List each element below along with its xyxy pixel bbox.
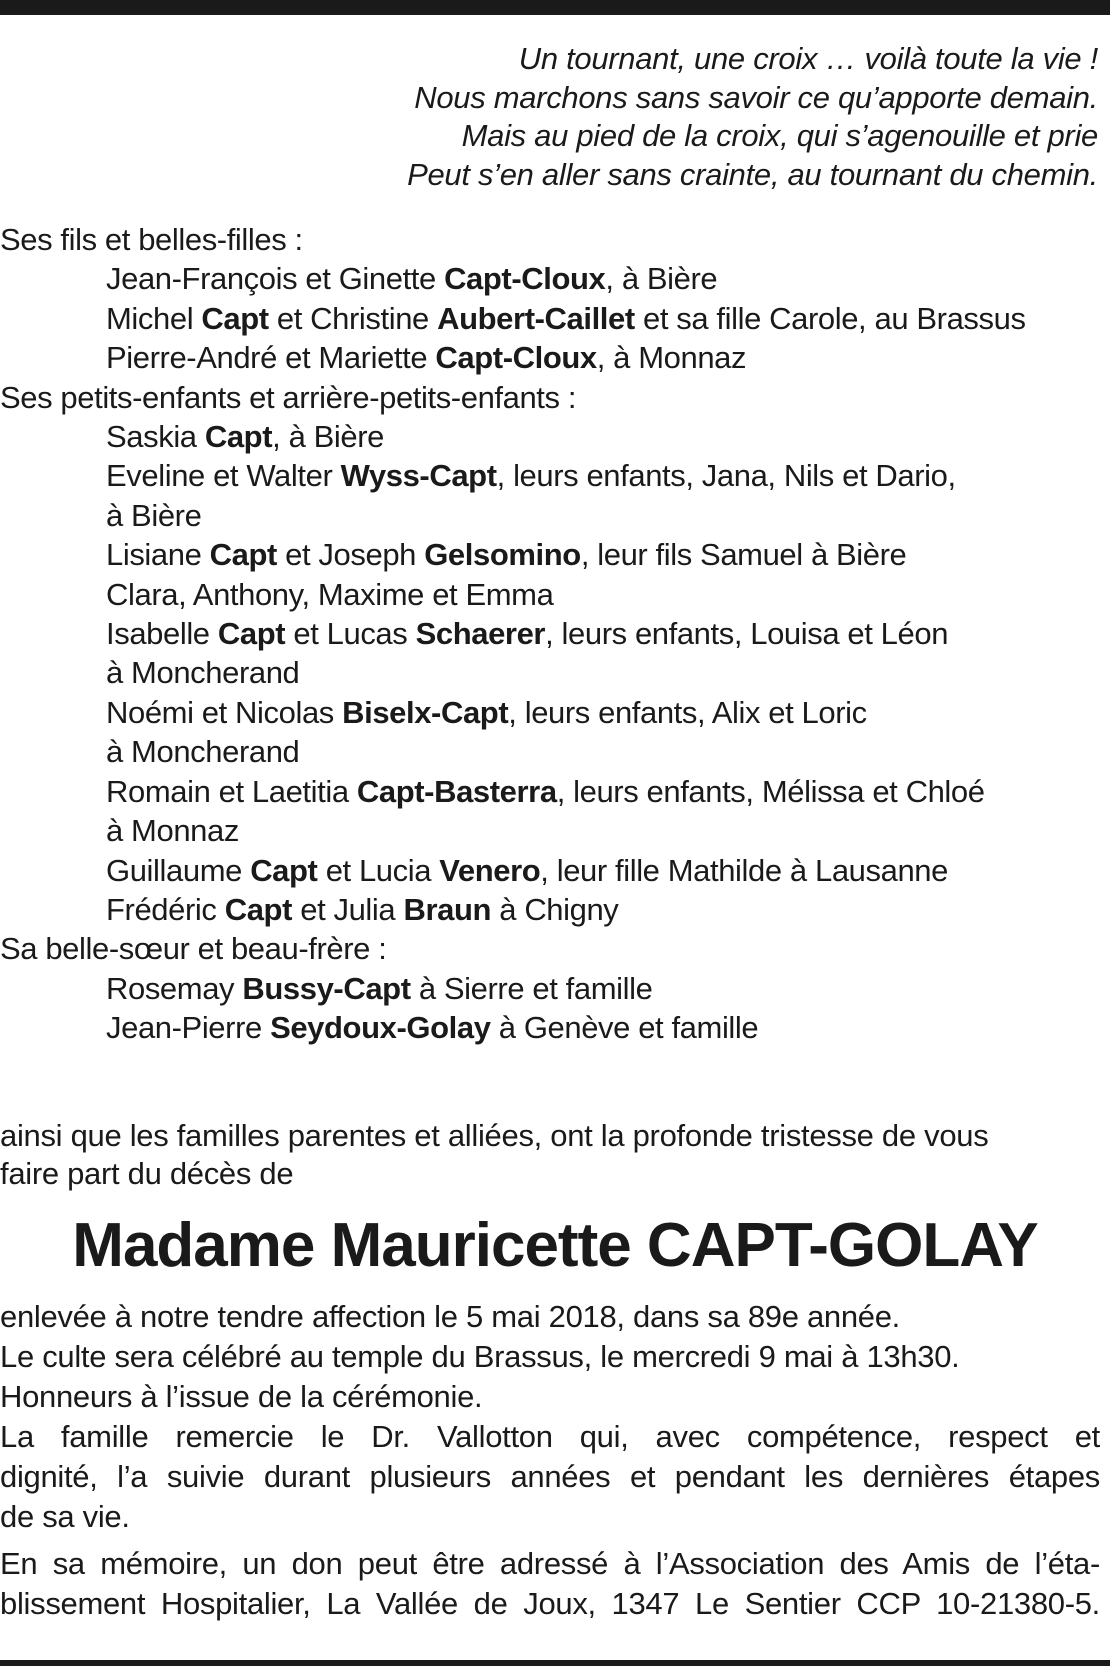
thanks-line: dignité, l’a suivie durant plusieurs années et pendant les dernières étapes (0, 1459, 1100, 1494)
details-line: Honneurs à l’issue de la cérémonie. (0, 1379, 483, 1414)
family-entry: Jean-Pierre Seydoux-Golay à Genève et famille (106, 1010, 759, 1046)
deceased-name: Madame Mauricette CAPT-GOLAY (72, 1211, 1038, 1280)
family-entry: Michel Capt et Christine Aubert-Caillet et sa fille Carole, au Brassus (106, 300, 1026, 336)
family-entry: Frédéric Capt et Julia Braun à Chigny (106, 891, 619, 927)
family-entry: Isabelle Capt et Lucas Schaerer, leurs enfants, Louisa et Léon (106, 616, 949, 652)
poem (407, 40, 1098, 194)
top-border-bar (0, 0, 1110, 15)
poem-line: Un tournant, une croix … voilà toute la vie ! (518, 41, 1098, 76)
family-entry: Pierre-André et Mariette Capt-Cloux, à Monnaz (106, 340, 747, 376)
family-entry: Eveline et Walter Wyss-Capt, leurs enfants, Jana, Nils et Dario, (106, 458, 956, 494)
family-entry-continued: à Bière (106, 497, 202, 533)
family-list (0, 220, 1026, 1048)
announcement (0, 1117, 988, 1193)
family-entry: Lisiane Capt et Joseph Gelsomino, leur fils Samuel à Bière (106, 537, 907, 573)
inlaws-heading: Sa belle-sœur et beau-frère : (0, 931, 387, 967)
donation-line: En sa mémoire, un don peut être adressé à l’Association des Amis de l’éta- (0, 1546, 1100, 1581)
family-entry-continued: à Monnaz (106, 813, 239, 849)
family-entry: Saskia Capt, à Bière (106, 419, 385, 455)
announcement-line: ainsi que les familles parentes et alliées, ont la profonde tristesse de vous (0, 1118, 989, 1153)
family-entry: Noémi et Nicolas Biselx-Capt, leurs enfants, Alix et Loric (106, 694, 867, 730)
poem-line: Peut s’en aller sans crainte, au tournant du chemin. (407, 156, 1098, 192)
bottom-border-bar (0, 1660, 1110, 1666)
donation-line: blissement Hospitalier, La Vallée de Joux, 1347 Le Sentier CCP 10-21380-5. (0, 1586, 1100, 1621)
family-entry-continued: Clara, Anthony, Maxime et Emma (106, 576, 554, 612)
poem-line: Mais au pied de la croix, qui s’agenouille et prie (461, 118, 1098, 153)
grandchildren-heading: Ses petits-enfants et arrière-petits-enfants : (0, 379, 577, 415)
family-entry-continued: à Moncherand (106, 655, 300, 691)
thanks-line: de sa vie. (0, 1499, 130, 1534)
family-entry: Rosemay Bussy-Capt à Sierre et famille (106, 970, 653, 1006)
details-line: enlevée à notre tendre affection le 5 mai 2018, dans sa 89e année. (0, 1299, 900, 1334)
family-entry-continued: à Moncherand (106, 734, 300, 770)
details-line: Le culte sera célébré au temple du Brassus, le mercredi 9 mai à 13h30. (0, 1339, 960, 1374)
family-entry: Romain et Laetitia Capt-Basterra, leurs enfants, Mélissa et Chloé (106, 773, 985, 809)
family-entry: Guillaume Capt et Lucia Venero, leur fille Mathilde à Lausanne (106, 852, 948, 888)
announcement-line: faire part du décès de (0, 1156, 294, 1191)
thanks-line: La famille remercie le Dr. Vallotton qui, avec compétence, respect et (0, 1419, 1100, 1454)
poem-line: Nous marchons sans savoir ce qu’apporte demain. (414, 79, 1098, 115)
sons-heading: Ses fils et belles-filles : (0, 222, 303, 257)
service-details (0, 1297, 1100, 1624)
family-entry: Jean-François et Ginette Capt-Cloux, à Bière (106, 261, 718, 297)
